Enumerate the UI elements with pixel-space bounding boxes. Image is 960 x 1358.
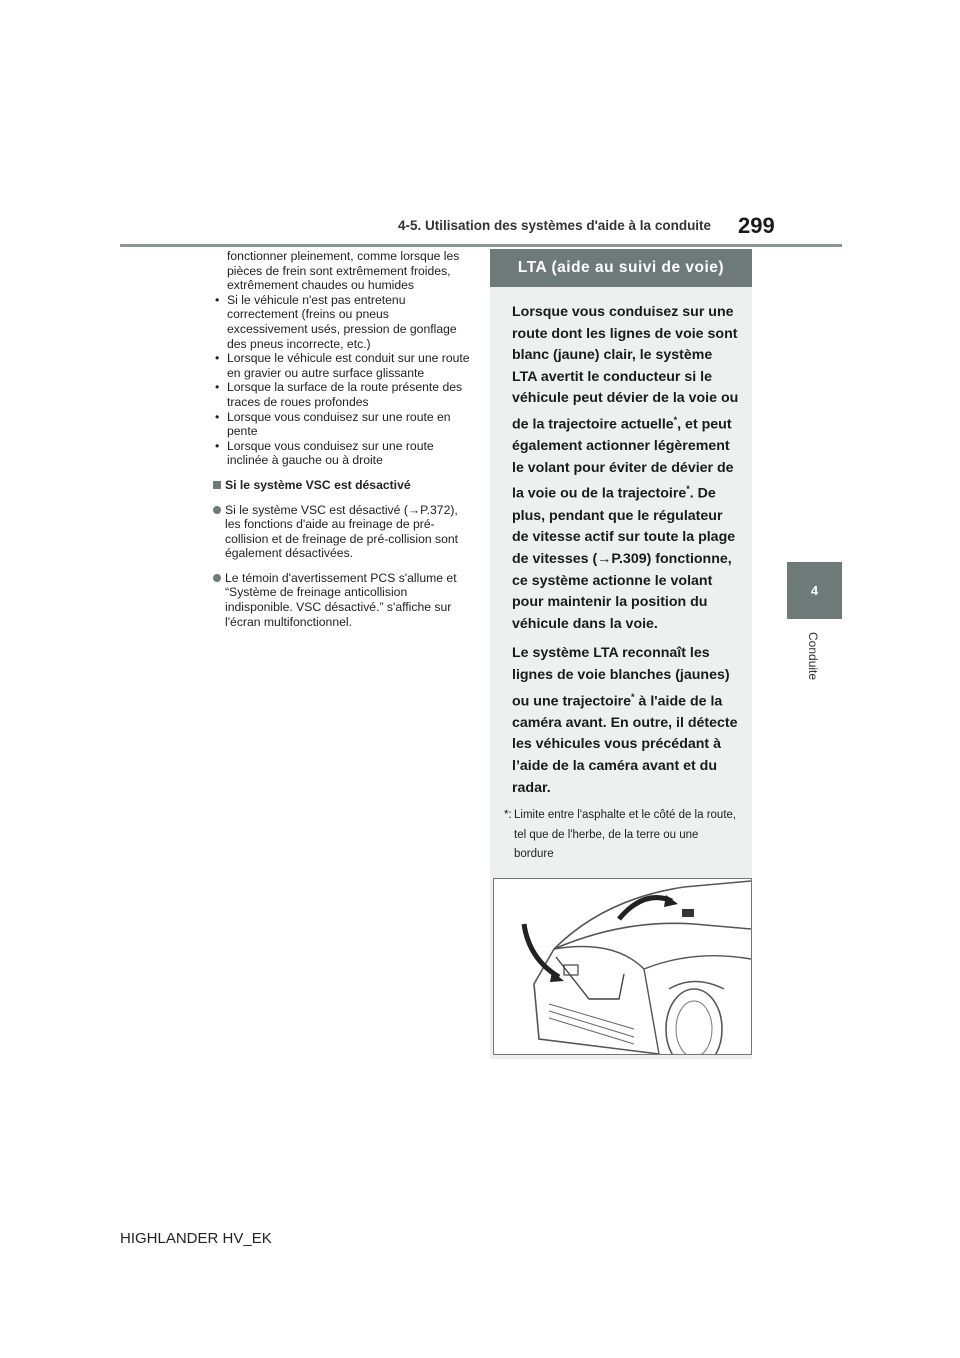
section-header: 4-5. Utilisation des systèmes d'aide à la conduite [398,218,712,233]
continuation-text: fonctionner pleinement, comme lorsque les pièces de frein sont extrêmement froides, extrêmement chaudes ou humides [227,249,460,293]
lta-description [512,302,740,807]
left-column [213,249,471,629]
footnote-mark: *: [504,809,512,821]
footnote-text: Limite entre l'asphalte et le côté de la route, tel que de l'herbe, de la terre ou une bordure [514,809,737,860]
lta-paragraph-1: Lorsque vous conduisez sur une route dont les lignes de voie sont blanc (jaune) clair, le système LTA avertit le conducteur si le véhicule peut dévier de la voie ou de la trajectoire actuelle*, et peut également actionner légèrement le volant pour éviter de dévier de la voie ou de la trajectoire*. De plus, pendant que le régulateur de vitesse actif sur toute la plage de vitesses (→P.309) fonctionne, ce système actionne le volant pour maintenir la position du véhicule dans la voie. [512,304,739,632]
list-item: • Lorsque vous conduisez sur une route inclinée à gauche ou à droite [213,439,471,468]
footnote-ref: * [686,484,690,495]
footnote [504,806,740,865]
list-item: • Lorsque vous conduisez sur une route en pente [213,410,471,439]
vsc-subheading: Si le système VSC est désactivé [213,478,471,493]
header-divider [120,244,842,247]
chapter-number: 4 [810,583,819,598]
lta-title: LTA (aide au suivi de voie) [490,249,752,287]
document-footer: HIGHLANDER HV_EK [120,1230,272,1247]
lta-paragraph-2: Le système LTA reconnaît les lignes de voie blanches (jaunes) ou une trajectoire* à l'aide de la caméra avant. En outre, il détecte les véhicules vous précédant à l’aide de la caméra avant et du radar. [512,645,738,796]
list-item: • Si le véhicule n'est pas entretenu correctement (freins ou pneus excessivement usés, pression de gonflage des pneus incorrecte, etc.) [213,293,471,351]
list-item: • Lorsque la surface de la route présente des traces de roues profondes [213,380,471,409]
vsc-item: Si le système VSC est désactivé (→P.372), les fonctions d'aide au freinage de pré-collision et de freinage de pré-collision sont également désactivées. [213,503,471,561]
chapter-name: Conduite [806,632,820,681]
footnote-ref: * [631,691,635,702]
vehicle-illustration-svg [494,879,751,1054]
vehicle-camera-illustration [493,878,752,1055]
page-number: 299 [738,213,775,238]
vsc-item: Le témoin d'avertissement PCS s'allume et “Système de freinage anticollision indisponible. VSC désactivé.” s'affiche sur l'écran multifonctionnel. [213,571,471,629]
condition-list [213,293,471,468]
chapter-tab [787,562,842,619]
list-item: • Lorsque le véhicule est conduit sur une route en gravier ou autre surface glissante [213,351,471,380]
footnote-ref: * [673,414,678,425]
